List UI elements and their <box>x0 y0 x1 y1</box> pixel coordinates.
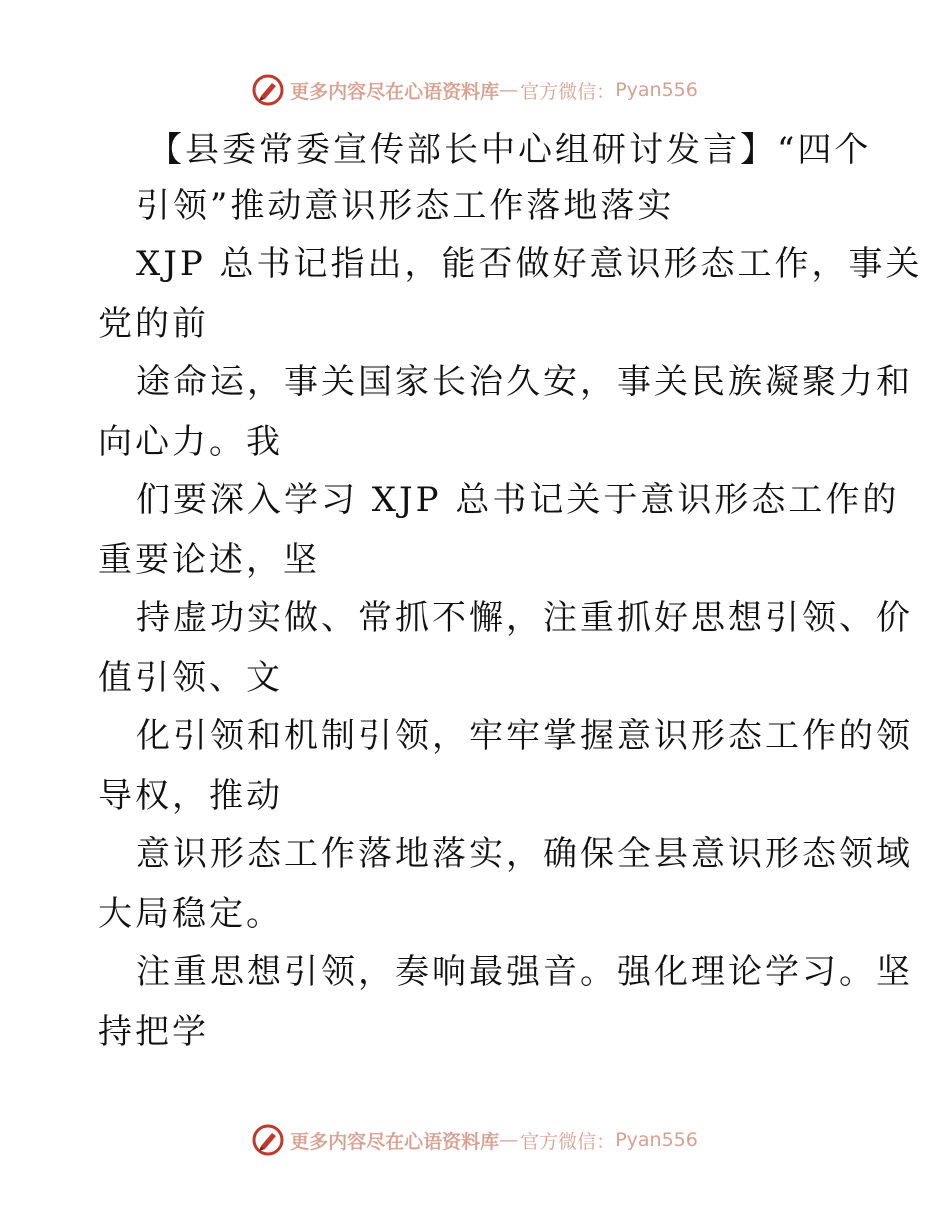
paragraph-line: 党的前 <box>98 304 209 344</box>
banner-separator: — <box>499 1129 519 1151</box>
banner-contact-id: Pyan556 <box>615 79 698 101</box>
pen-logo-icon <box>252 74 284 106</box>
paragraph-line: 意识形态工作落地落实，确保全县意识形态领域 <box>136 834 913 874</box>
title-line-2: 引领”推动意识形态工作落地落实 <box>136 186 675 226</box>
header-banner <box>0 70 950 110</box>
banner-contact-label: 官方微信： <box>520 1130 616 1153</box>
banner-text: 更多内容尽在心语资料库 <box>290 80 500 103</box>
paragraph-line: 化引领和机制引领，牢牢掌握意识形态工作的领 <box>136 716 913 756</box>
banner-text: 更多内容尽在心语资料库 <box>290 1130 500 1153</box>
footer-banner <box>0 1120 950 1160</box>
paragraph-line: 值引领、文 <box>98 658 283 698</box>
banner-contact-label: 官方微信： <box>520 80 616 103</box>
paragraph-line: 持虚功实做、常抓不懈，注重抓好思想引领、价 <box>136 598 913 638</box>
paragraph-line: 大局稳定。 <box>98 894 283 934</box>
pen-logo-icon <box>252 1124 284 1156</box>
paragraph-line: 重要论述，坚 <box>98 540 320 580</box>
title-line-1: 【县委常委宣传部长中心组研讨发言】“四个 <box>148 130 872 170</box>
paragraph-line: 持把学 <box>98 1012 209 1052</box>
banner-contact-id: Pyan556 <box>615 1129 698 1151</box>
paragraph-line: 导权，推动 <box>98 776 283 816</box>
paragraph-line: 们要深入学习 XJP 总书记关于意识形态工作的 <box>136 480 900 520</box>
paragraph-line: 途命运，事关国家长治久安，事关民族凝聚力和 <box>136 362 913 402</box>
paragraph-line: 向心力。我 <box>98 422 283 462</box>
paragraph-line: 注重思想引领，奏响最强音。强化理论学习。坚 <box>136 952 913 992</box>
paragraph-line: XJP 总书记指出，能否做好意识形态工作，事关 <box>136 244 923 284</box>
banner-separator: — <box>499 79 519 101</box>
